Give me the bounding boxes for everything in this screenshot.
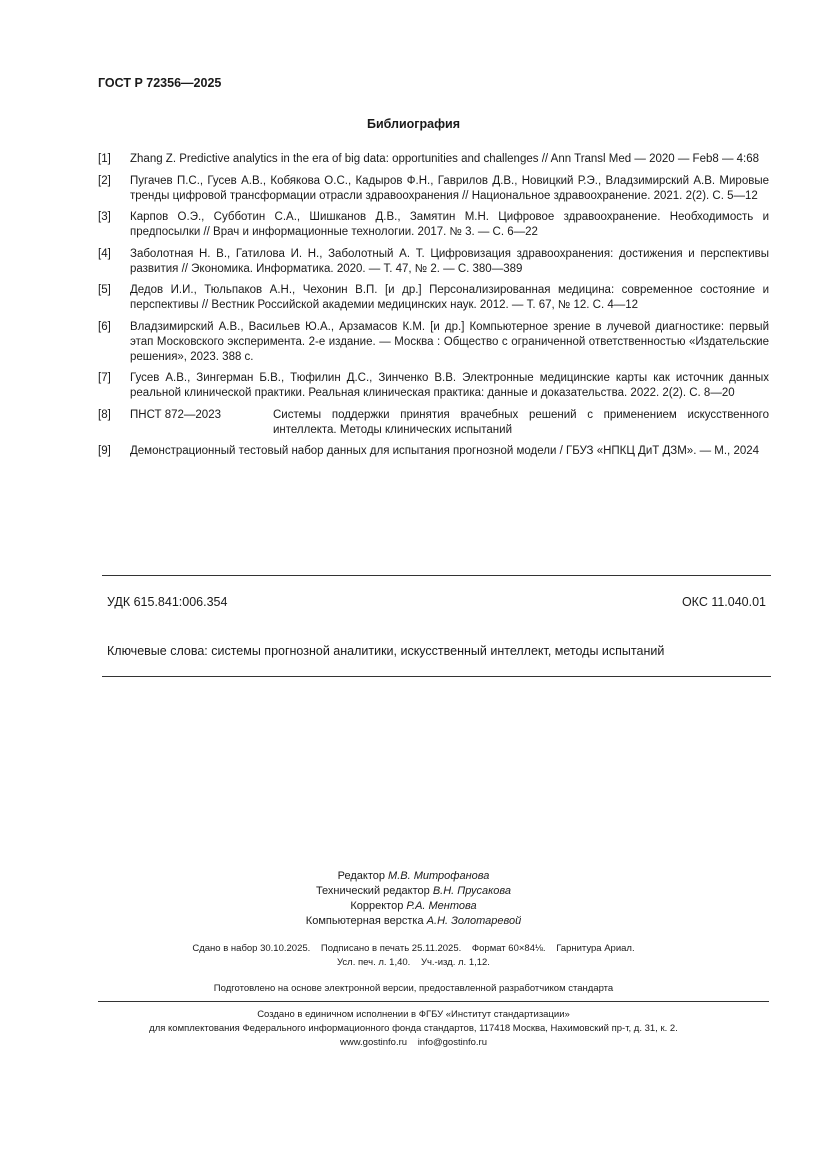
item-text: Заболотная Н. В., Гатилова И. Н., Заболотный А. Т. Цифровизация здравоохранения: достижения и перспективы развития // Экономика. Информатика. 2020. — Т. 47, № 2. — С. 380—389 <box>130 247 769 275</box>
created-line: Создано в единичном исполнении в ФГБУ «Институт стандартизации» <box>257 1009 570 1020</box>
email-link[interactable]: info@gostinfo.ru <box>417 1037 488 1048</box>
item-text: Пугачев П.С., Гусев А.В., Кобякова О.С., Кадыров Ф.Н., Гаврилов Д.В., Новицкий Р.Э., Владзимирский А.В. Мировые тренды цифровой трансформации отрасли здравоохранения // Национальное здравоохранение. 2021. 2(2). С. 5—12 <box>130 174 769 202</box>
item-text: Гусев А.В., Зингерман Б.В., Тюфилин Д.С., Зинченко В.В. Электронные медицинские карты как источник данных реальной клинической практики. Реальная клиническая практика: данные и доказательства. 2022. 2(2). С. 8—20 <box>130 372 769 399</box>
item-number: [4] <box>98 247 111 260</box>
tech-editor-role: Технический редактор <box>315 885 430 897</box>
item-number: [8] <box>98 408 111 421</box>
editor-name: М.В. Митрофанова <box>388 870 490 882</box>
item-number: [6] <box>98 320 111 333</box>
bibliography-item <box>98 408 769 438</box>
print-sheets: Усл. печ. л. 1,40. <box>337 957 411 968</box>
bibliography-item <box>98 174 769 204</box>
corrector-name: Р.А. Ментова <box>406 900 477 912</box>
layout-role: Компьютерная верстка <box>305 915 424 927</box>
item-text: Владзимирский А.В., Васильев Ю.А., Арзамасов К.М. [и др.] Компьютерное зрение в лучевой диагностике: первый этап Московского эксперимента. 2-е издание. — Москва : Общество с ограниченной ответственностью «Издательские решения», 2023. 388 с. <box>130 320 769 363</box>
layout-line <box>0 913 827 929</box>
corrector-role: Корректор <box>350 900 404 912</box>
corrector-line <box>0 898 827 914</box>
divider <box>98 1001 769 1002</box>
document-code: ГОСТ Р 72356—2025 <box>98 76 222 90</box>
bibliography-item <box>98 444 769 459</box>
oks-code: ОКС 11.040.01 <box>681 595 766 609</box>
keywords: Ключевые слова: системы прогнозной аналитики, искусственный интеллект, методы испытаний <box>107 644 665 658</box>
bibliography-item <box>98 371 769 401</box>
prepared-note: Подготовлено на основе электронной версии, предоставленной разработчиком стандарта <box>213 983 614 994</box>
divider <box>102 676 771 677</box>
bibliography-item <box>98 320 769 365</box>
layout-name: А.Н. Золотаревой <box>426 915 522 927</box>
bibliography-item <box>98 247 769 277</box>
item-number: [9] <box>98 445 111 457</box>
set-date: Сдано в набор 30.10.2025. <box>192 943 311 954</box>
divider <box>102 575 771 576</box>
website-link[interactable]: www.gostinfo.ru <box>339 1037 408 1048</box>
fund-line: для комплектования Федерального информационного фонда стандартов, 117418 Москва, Нахимовский пр-т, д. 31, к. 2. <box>149 1023 678 1034</box>
format: Формат 60×84⅛. <box>471 943 546 954</box>
signed-date: Подписано в печать 25.11.2025. <box>320 943 462 954</box>
item-number: [3] <box>98 211 111 223</box>
print-details-line <box>0 942 827 956</box>
item-text: Zhang Z. Predictive analytics in the era of big data: opportunities and challenges // Ann Transl Med — 2020 — Feb8 — 4:68 <box>130 153 760 165</box>
item-number: [1] <box>98 153 111 165</box>
pub-sheets: Уч.-изд. л. 1,12. <box>420 957 490 968</box>
contacts-line <box>0 1036 827 1050</box>
bibliography-item <box>98 152 769 167</box>
item-text: Карпов О.Э., Субботин С.А., Шишканов Д.В., Замятин М.Н. Цифровое здравоохранение. Необходимость и предпосылки // Врач и информационные технологии. 2017. № 3. — С. 6—22 <box>130 211 769 238</box>
bibliography-title: Библиография <box>366 117 461 131</box>
classification-row <box>107 595 766 609</box>
tech-editor-name: В.Н. Прусакова <box>432 885 512 897</box>
tech-editor-line <box>0 883 827 899</box>
bibliography-item <box>98 283 769 313</box>
item-text <box>130 408 769 438</box>
sheets-line <box>0 956 827 970</box>
item-text: Дедов И.И., Тюльпаков А.Н., Чехонин В.П. [и др.] Персонализированная медицина: современное состояние и перспективы // Вестник Российской академии медицинских наук. 2012. — Т. 67, № 12. С. 4—12 <box>130 284 769 311</box>
item-number: [7] <box>98 372 111 384</box>
bibliography-list <box>98 152 769 466</box>
bibliography-item <box>98 210 769 240</box>
standard-title: Системы поддержки принятия врачебных решений с применением искусственного интеллекта. Методы клинических испытаний <box>273 408 769 436</box>
typeface: Гарнитура Ариал. <box>556 943 635 954</box>
item-text: Демонстрационный тестовый набор данных для испытания прогнозной модели / ГБУЗ «НПКЦ ДиТ ДЗМ». — М., 2024 <box>130 445 760 457</box>
udk-code: УДК 615.841:006.354 <box>107 595 228 609</box>
item-number: [2] <box>98 174 111 187</box>
item-number: [5] <box>98 284 111 296</box>
editor-role: Редактор <box>337 870 385 882</box>
editor-line <box>0 868 827 884</box>
standard-code: ПНСТ 872—2023 <box>130 408 221 421</box>
